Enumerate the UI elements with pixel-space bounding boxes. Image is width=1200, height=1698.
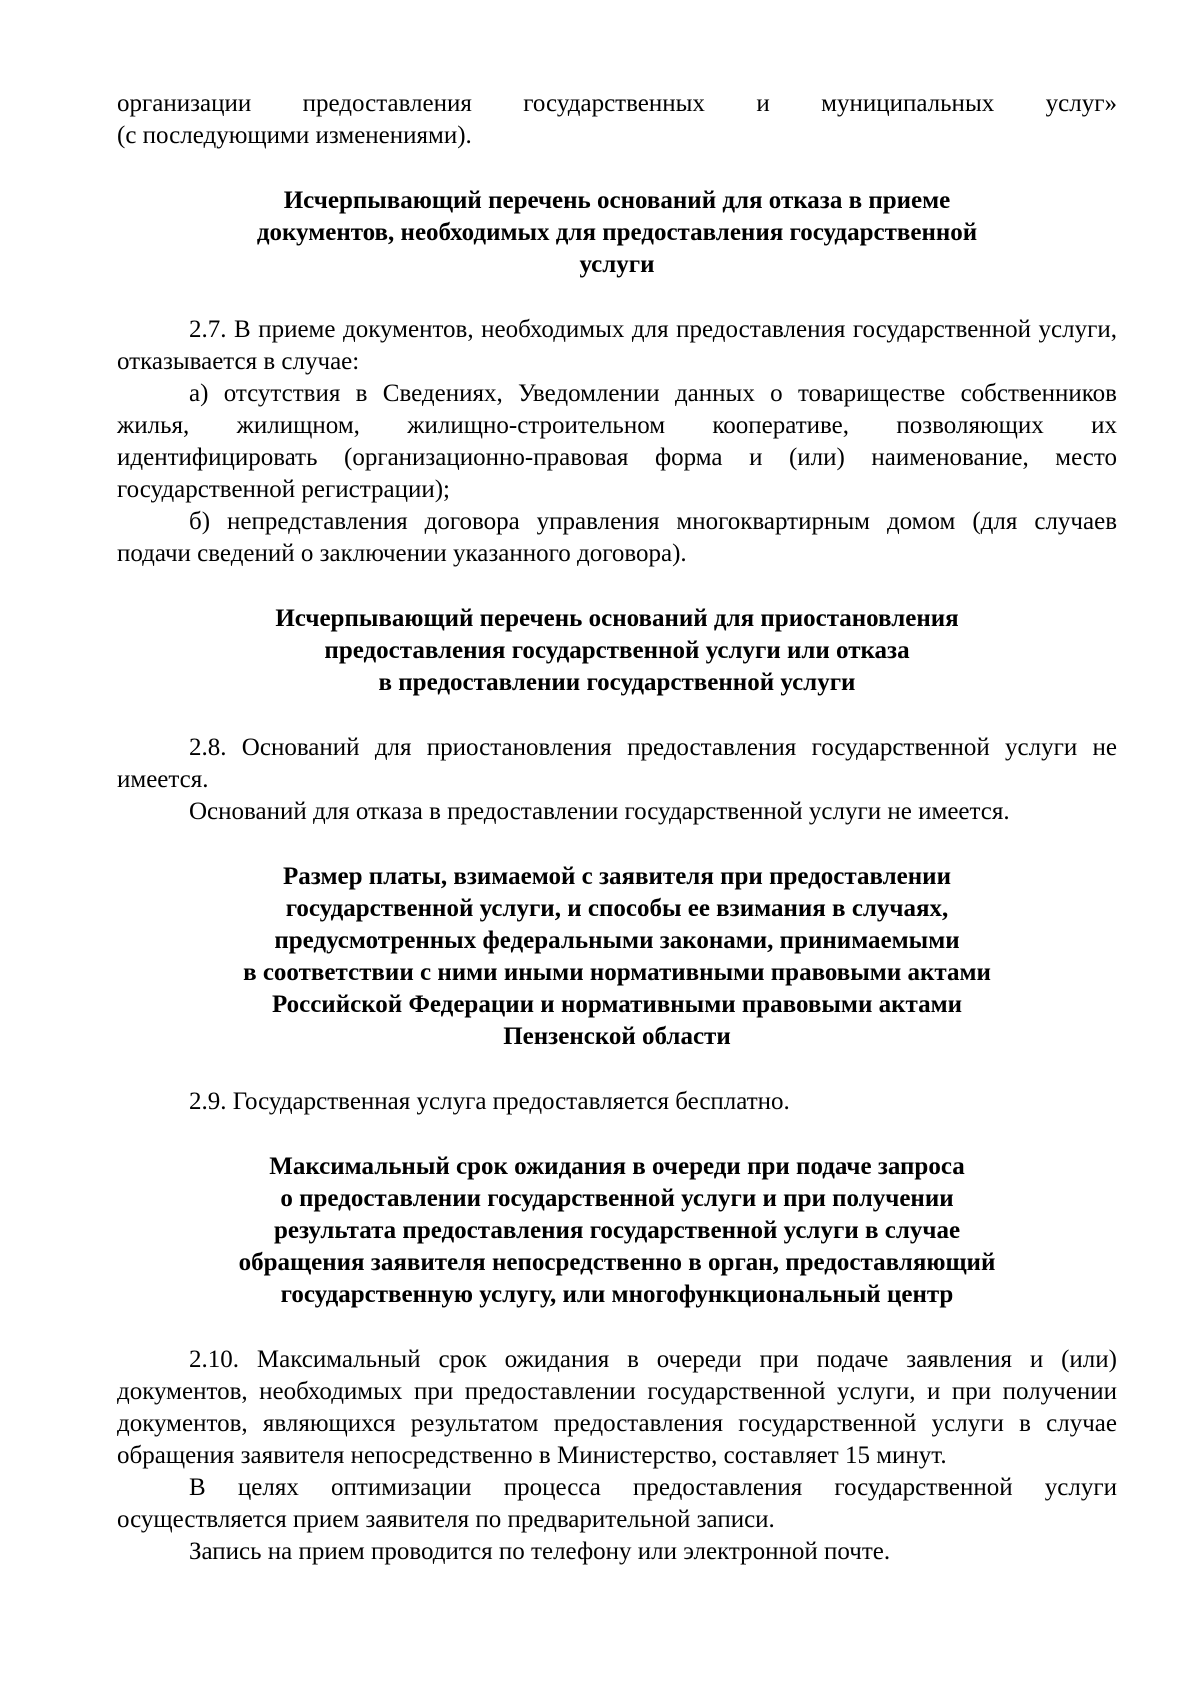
paragraph-2-10-preregistration: В целях оптимизации процесса предоставления государственной услуги осуществляется прием заявителя по предварительной записи.	[117, 1474, 1117, 1533]
heading-line: Исчерпывающий перечень оснований для приостановления	[275, 605, 959, 632]
spacer	[117, 1053, 1117, 1086]
intro-line-1: организации предоставления государственных и муниципальных услуг»	[117, 90, 1117, 117]
heading-line: государственной услуги, и способы ее взимания в случаях,	[285, 895, 949, 922]
paragraph-2-9: 2.9. Государственная услуга предоставляется бесплатно.	[189, 1088, 790, 1115]
paragraph-2-7-b: б) непредставления договора управления многоквартирным домом (для случаев подачи сведений о заключении указанного договора).	[117, 508, 1117, 567]
spacer	[117, 281, 1117, 314]
heading-line: обращения заявителя непосредственно в орган, предоставляющий	[238, 1249, 996, 1276]
paragraph-2-7-a: а) отсутствия в Сведениях, Уведомлении данных о товариществе собственников жилья, жилищном, жилищно-строительном кооперативе, позволяющих их идентифицировать (организационно-правовая форма и (или) наименование, место государственной регистрации);	[117, 380, 1117, 503]
heading-line: о предоставлении государственной услуги и при получении	[280, 1185, 954, 1212]
paragraph-2-10: 2.10. Максимальный срок ожидания в очереди при подаче заявления и (или) документов, необходимых при предоставлении государственной услуги, и при получении документов, являющихся результатом предоставления государственной услуги в случае обращения заявителя непосредственно в Министерство, составляет 15 минут.	[117, 1346, 1117, 1469]
heading-fee	[117, 861, 1117, 1053]
spacer	[117, 828, 1117, 861]
paragraph-2-8-refusal: Оснований для отказа в предоставлении государственной услуги не имеется.	[189, 798, 1010, 825]
heading-line: в соответствии с ними иными нормативными правовыми актами	[243, 959, 991, 986]
paragraph-2-10-booking: Запись на прием проводится по телефону или электронной почте.	[189, 1538, 891, 1565]
heading-suspension	[117, 603, 1117, 699]
heading-line: в предоставлении государственной услуги	[378, 669, 856, 696]
spacer	[117, 1118, 1117, 1151]
paragraph-2-8: 2.8. Оснований для приостановления предоставления государственной услуги не имеется.	[117, 734, 1117, 793]
heading-refusal-docs	[117, 185, 1117, 281]
paragraph-2-7: 2.7. В приеме документов, необходимых для предоставления государственной услуги, отказывается в случае:	[117, 316, 1117, 375]
heading-line: услуги	[579, 251, 655, 278]
heading-line: государственную услугу, или многофункциональный центр	[280, 1281, 954, 1308]
heading-line: Максимальный срок ожидания в очереди при подаче запроса	[269, 1153, 965, 1180]
heading-line: результата предоставления государственной услуги в случае	[273, 1217, 961, 1244]
spacer	[117, 152, 1117, 185]
heading-line: документов, необходимых для предоставления государственной	[256, 219, 978, 246]
spacer	[117, 699, 1117, 732]
heading-line: Пензенской области	[503, 1023, 731, 1050]
heading-line: предоставления государственной услуги или отказа	[324, 637, 910, 664]
document-body	[117, 88, 1117, 1568]
heading-line: Размер платы, взимаемой с заявителя при предоставлении	[283, 863, 951, 890]
spacer	[117, 570, 1117, 603]
heading-line: Российской Федерации и нормативными правовыми актами	[271, 991, 963, 1018]
intro-line-2: (с последующими изменениями).	[117, 122, 472, 149]
heading-line: предусмотренных федеральными законами, принимаемыми	[274, 927, 960, 954]
heading-line: Исчерпывающий перечень оснований для отказа в приеме	[283, 187, 951, 214]
spacer	[117, 1311, 1117, 1344]
heading-waiting	[117, 1151, 1117, 1311]
